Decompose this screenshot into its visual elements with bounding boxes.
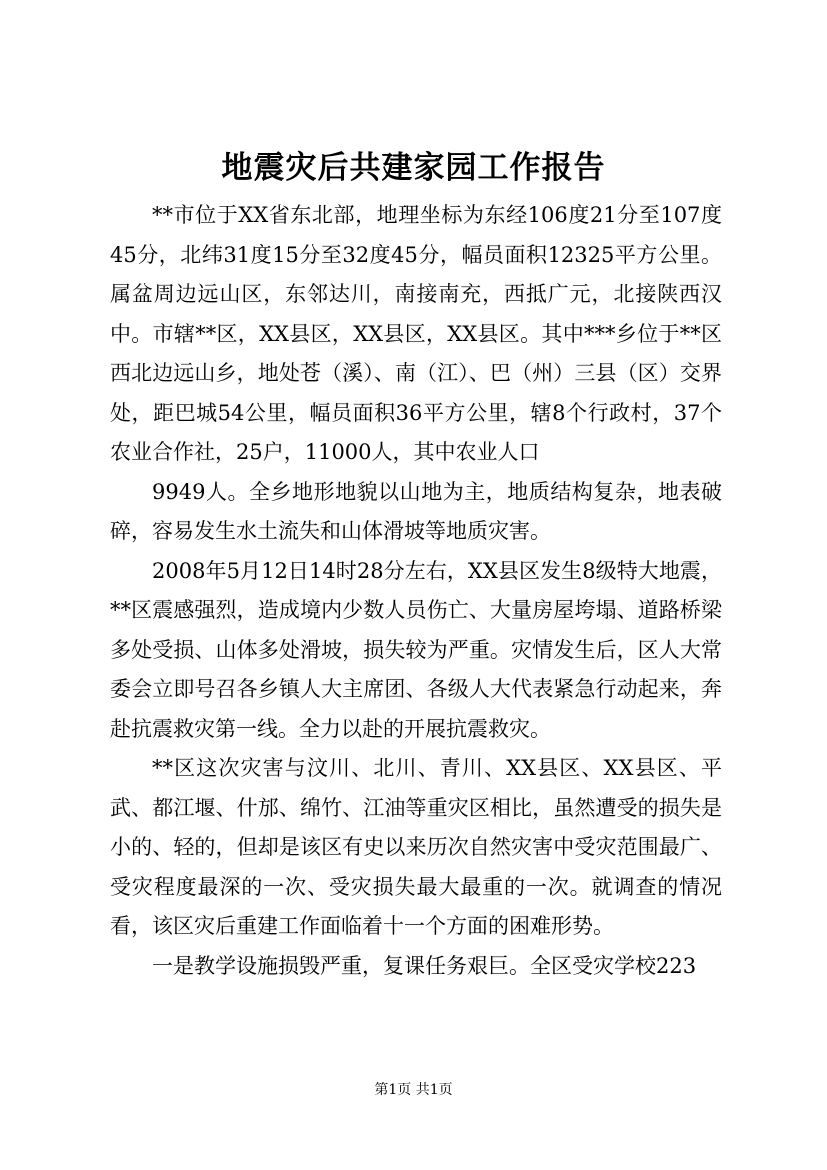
document-title: 地震灾后共建家园工作报告 — [221, 150, 606, 186]
paragraph-earthquake: 2008年5月12日14时28分左右，XX县区发生8级特大地震，**区震感强烈，造成境内少数人员伤亡、大量房屋垮塌、道路桥梁多处受损、山体多处滑坡，损失较为严重。灾情发生后，区人大常委会立即号召各乡镇人大主席团、各级人大代表紧急行动起来，奔赴抗震救灾第一线。全力以赴的开展抗震救灾。 — [110, 558, 722, 741]
document-body — [110, 196, 722, 986]
page-footer: 第1页 共1页 — [374, 1082, 453, 1098]
paragraph-location: **市位于XX省东北部，地理坐标为东经106度21分至107度45分，北纬31度15分至32度45分，幅员面积12325平方公里。属盆周边远山区，东邻达川，南接南充，西抵广元，北接陕西汉中。市辖**区，XX县区，XX县区，XX县区。其中***乡位于**区西北边远山乡，地处苍（溪）、南（江）、巴（州）三县（区）交界处，距巴城54公里，幅员面积36平方公里，辖8个行政村，37个农业合作社，25户，11000人，其中农业人口 — [110, 203, 722, 464]
paragraph-terrain: 9949人。全乡地形地貌以山地为主，地质结构复杂，地表破碎，容易发生水土流失和山体滑坡等地质灾害。 — [110, 479, 722, 543]
paragraph-education: 一是教学设施损毁严重，复课任务艰巨。全区受灾学校223 — [152, 953, 697, 978]
paragraph-damage-comparison: **区这次灾害与汶川、北川、青川、XX县区、XX县区、平武、都江堰、什邡、绵竹、江油等重灾区相比，虽然遭受的损失是小的、轻的，但却是该区有史以来历次自然灾害中受灾范围最广、受灾程度最深的一次、受灾损失最大最重的一次。就调查的情况看，该区灾后重建工作面临着十一个方面的困难形势。 — [110, 756, 722, 938]
